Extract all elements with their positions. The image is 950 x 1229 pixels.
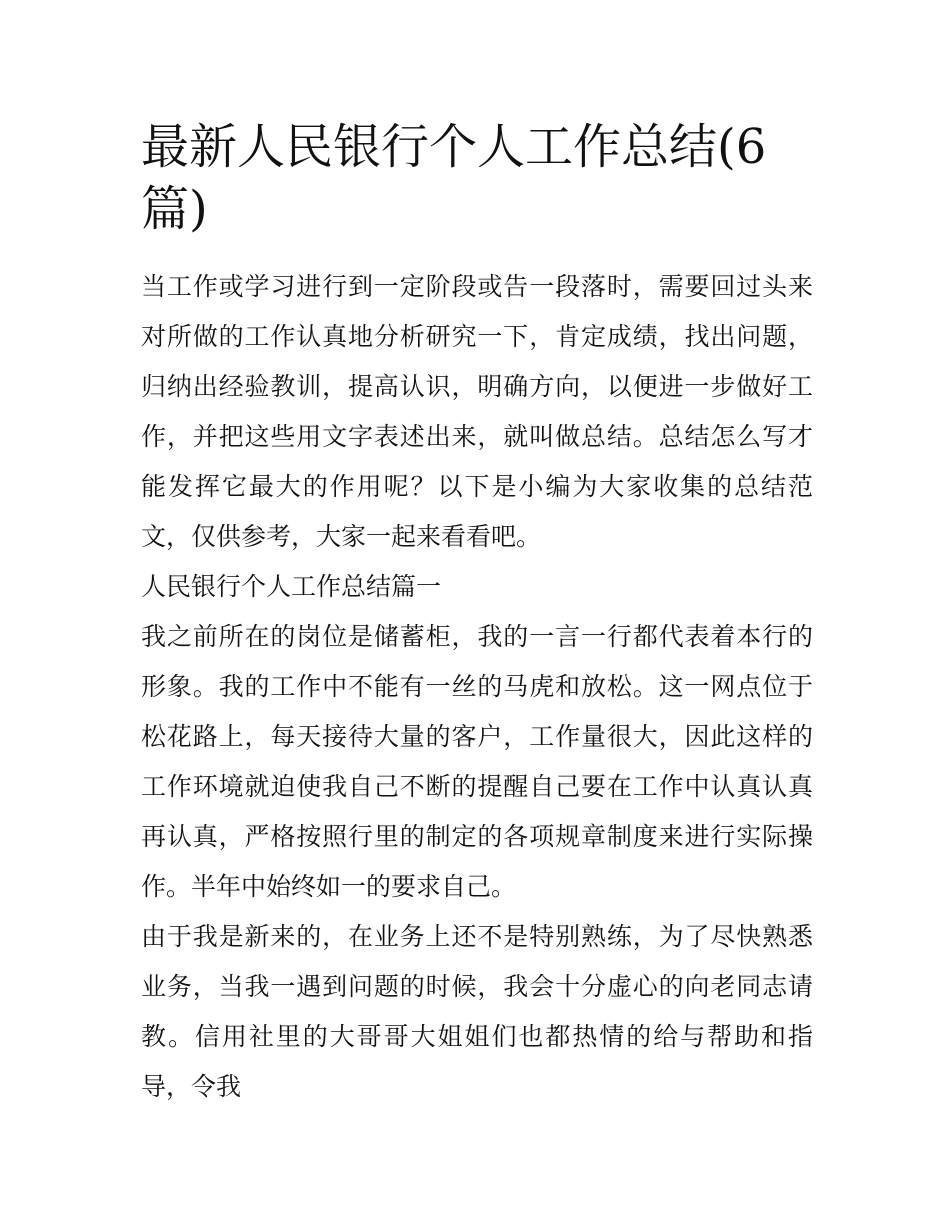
body-paragraph-1: 我之前所在的岗位是储蓄柜，我的一言一行都代表着本行的形象。我的工作中不能有一丝的马虎和放松。这一网点位于松花路上，每天接待大量的客户，工作量很大，因此这样的工作环境就迫使我自己不断的提醒自己要在工作中认真认真再认真，严格按照行里的制定的各项规章制度来进行实际操作。半年中始终如一的要求自己。 [141,622,813,901]
document-body [141,116,813,1112]
document-title: 最新人民银行个人工作总结(6篇) [141,119,767,237]
intro-paragraph: 当工作或学习进行到一定阶段或告一段落时，需要回过头来对所做的工作认真地分析研究一下，肯定成绩，找出问题，归纳出经验教训，提高认识，明确方向，以便进一步做好工作，并把这些用文字表述出来，就叫做总结。总结怎么写才能发挥它最大的作用呢？以下是小编为大家收集的总结范文，仅供参考，大家一起来看看吧。 [141,272,813,551]
body-paragraph-2: 由于我是新来的，在业务上还不是特别熟练，为了尽快熟悉业务，当我一遇到问题的时候，我会十分虚心的向老同志请教。信用社里的大哥哥大姐姐们也都热情的给与帮助和指导，令我 [141,922,813,1101]
section-heading: 人民银行个人工作总结篇一 [141,572,442,601]
